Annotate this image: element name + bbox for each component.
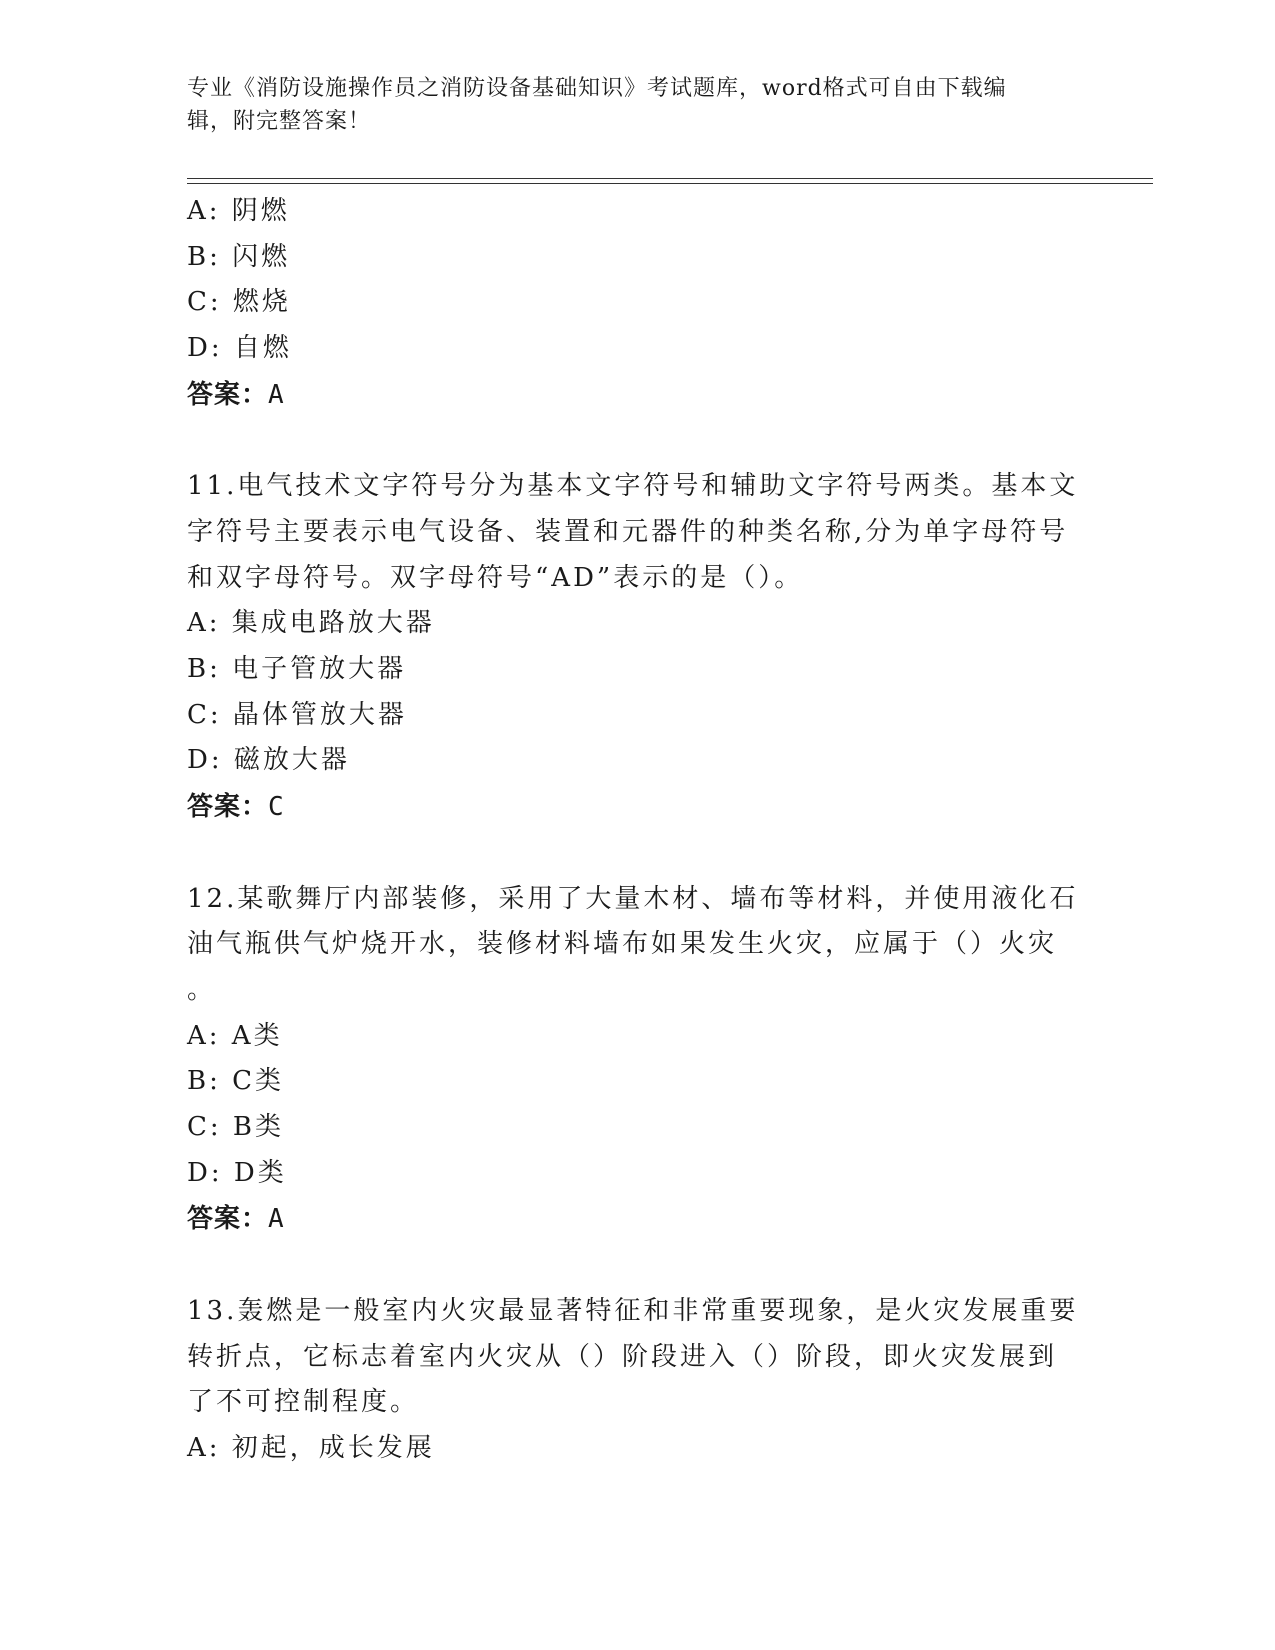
option-b: B: 电子管放大器 <box>187 654 407 685</box>
question-stem-line: 12.某歌舞厅内部装修，采用了大量木材、墙布等材料，并使用液化石 <box>187 883 1079 914</box>
answer-label: 答案： <box>187 1203 269 1234</box>
question-stem-line: 字符号主要表示电气设备、装置和元器件的种类名称,分为单字母符号 <box>187 516 1069 547</box>
answer-label: 答案： <box>187 791 269 822</box>
header-rule-bottom <box>187 183 1153 184</box>
question-11 <box>187 464 1087 831</box>
option-c: C: 晶体管放大器 <box>187 699 407 730</box>
question-13 <box>187 1289 1087 1472</box>
option-b: B: C类 <box>187 1066 285 1097</box>
option-d: D: 自燃 <box>187 333 292 364</box>
question-content <box>187 189 1087 1472</box>
page-header <box>187 72 1067 138</box>
question-stem-line: 13.轰燃是一般室内火灾最显著特征和非常重要现象，是火灾发展重要 <box>187 1295 1079 1326</box>
question-stem-line: 油气瓶供气炉烧开水，装修材料墙布如果发生火灾，应属于（）火灾 <box>187 929 1058 960</box>
option-d: D: 磁放大器 <box>187 745 350 776</box>
question-stem-line: 了不可控制程度。 <box>187 1387 420 1418</box>
prev-question <box>187 189 1087 419</box>
question-stem-line: 转折点，它标志着室内火灾从（）阶段进入（）阶段，即火灾发展到 <box>187 1341 1058 1372</box>
answer-line <box>187 784 1087 831</box>
answer-line <box>187 1196 1087 1243</box>
option-c: C: 燃烧 <box>187 287 291 318</box>
option-a: A: 阴燃 <box>187 196 290 226</box>
answer-label: 答案： <box>187 378 269 409</box>
option-c: C: B类 <box>187 1112 285 1143</box>
question-stem-line: 11.电气技术文字符号分为基本文字符号和辅助文字符号两类。基本文 <box>187 471 1079 502</box>
header-line-1: 专业《消防设施操作员之消防设备基础知识》考试题库，word格式可自由下载编 <box>187 76 1007 101</box>
header-line-2: 辑，附完整答案！ <box>187 109 372 134</box>
answer-value: A <box>268 379 285 410</box>
question-stem-line: 。 <box>187 974 217 1005</box>
answer-line <box>187 372 1087 419</box>
answer-value: A <box>268 1204 285 1235</box>
option-a: A: 初起，成长发展 <box>187 1432 435 1463</box>
option-a: A: 集成电路放大器 <box>187 608 435 639</box>
answer-value: C <box>268 792 285 823</box>
question-stem-line: 和双字母符号。双字母符号“AD”表示的是（）。 <box>187 562 804 593</box>
question-12 <box>187 877 1087 1244</box>
option-a: A: A类 <box>187 1020 283 1051</box>
header-rule-top <box>187 178 1153 179</box>
option-d: D: D类 <box>187 1157 287 1188</box>
option-b: B: 闪燃 <box>187 241 291 272</box>
